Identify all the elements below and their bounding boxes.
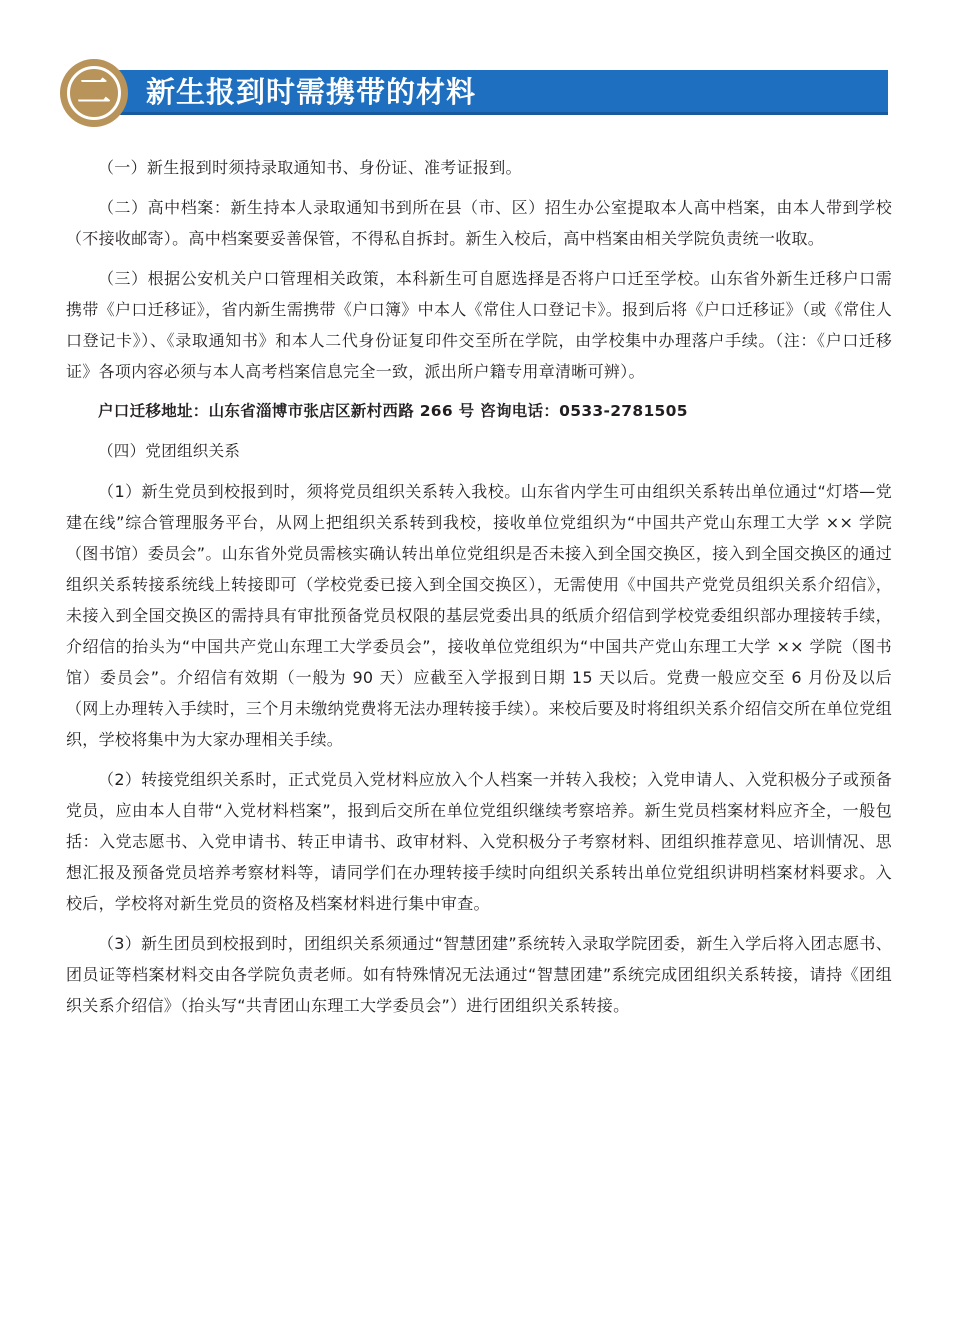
section-title: 新生报到时需携带的材料: [146, 75, 477, 109]
paragraph-league-member-transfer: （3）新生团员到校报到时，团组织关系须通过“智慧团建”系统转入录取学院团委，新生入学后将入团志愿书、团员证等档案材料交由各学院负责老师。如有特殊情况无法通过“智慧团建”系统完成团组织关系转接，请持《团组织关系介绍信》（抬头写“共青团山东理工大学委员会”）进行团组织关系转接。: [66, 934, 892, 1015]
section-number-badge: [60, 59, 128, 127]
subsection-heading-party-league: （四）党团组织关系: [98, 442, 241, 460]
paragraph-party-member-transfer: （1）新生党员到校报到时，须将党员组织关系转入我校。山东省内学生可由组织关系转出单位通过“灯塔—党建在线”综合管理服务平台，从网上把组织关系转到我校，接收单位党组织为“中国共产党山东理工大学 ×× 学院（图书馆）委员会”。山东省外党员需核实确认转出单位党组织是否未接入到全国交换区，接入到全国交换区的通过组织关系转接系统线上转接即可（学校党委已接入到全国交换区），无需使用《中国共产党党员组织关系介绍信》，未接入到全国交换区的需持具有审批预备党员权限的基层党委出具的纸质介绍信到学校党委组织部办理接转手续，介绍信的抬头为“中国共产党山东理工大学委员会”，接收单位党组织为“中国共产党山东理工大学 ×× 学院（图书馆）委员会”。介绍信有效期（一般为 90 天）应截至入学报到日期 15 天以后。党费一般应交至 6 月份及以后（网上办理转入手续时，三个月未缴纳党费将无法办理转接手续）。来校后要及时将组织关系介绍信交所在单位党组织，学校将集中为大家办理相关手续。: [66, 482, 892, 749]
paragraph-admission-documents: （一）新生报到时须持录取通知书、身份证、准考证报到。: [98, 158, 522, 177]
document-body: [66, 152, 892, 1030]
section-number: 二: [77, 72, 111, 112]
paragraph-household-registration: （三）根据公安机关户口管理相关政策，本科新生可自愿选择是否将户口迁至学校。山东省外新生迁移户口需携带《户口迁移证》，省内新生需携带《户口簿》中本人《常住人口登记卡》。报到后将《户口迁移证》（或《常住人口登记卡》）、《录取通知书》和本人二代身份证复印件交至所在学院，由学校集中办理落户手续。（注：《户口迁移证》各项内容必须与本人高考档案信息完全一致，派出所户籍专用章清晰可辨）。: [66, 269, 892, 381]
migration-address-line: 户口迁移地址：山东省淄博市张店区新村西路 266 号 咨询电话：0533-2781505: [98, 402, 688, 420]
paragraph-high-school-file: （二）高中档案：新生持本人录取通知书到所在县（市、区）招生办公室提取本人高中档案，由本人带到学校（不接收邮寄）。高中档案要妥善保管，不得私自拆封。新生入校后，高中档案由相关学院负责统一收取。: [66, 198, 892, 248]
paragraph-party-materials: （2）转接党组织关系时，正式党员入党材料应放入个人档案一并转入我校；入党申请人、入党积极分子或预备党员，应由本人自带“入党材料档案”，报到后交所在单位党组织继续考察培养。新生党员档案材料应齐全，一般包括：入党志愿书、入党申请书、转正申请书、政审材料、入党积极分子考察材料、团组织推荐意见、培训情况、思想汇报及预备党员培养考察材料等，请同学们在办理转接手续时向组织关系转出单位党组织讲明档案材料要求。入校后，学校将对新生党员的资格及档案材料进行集中审查。: [66, 770, 892, 913]
